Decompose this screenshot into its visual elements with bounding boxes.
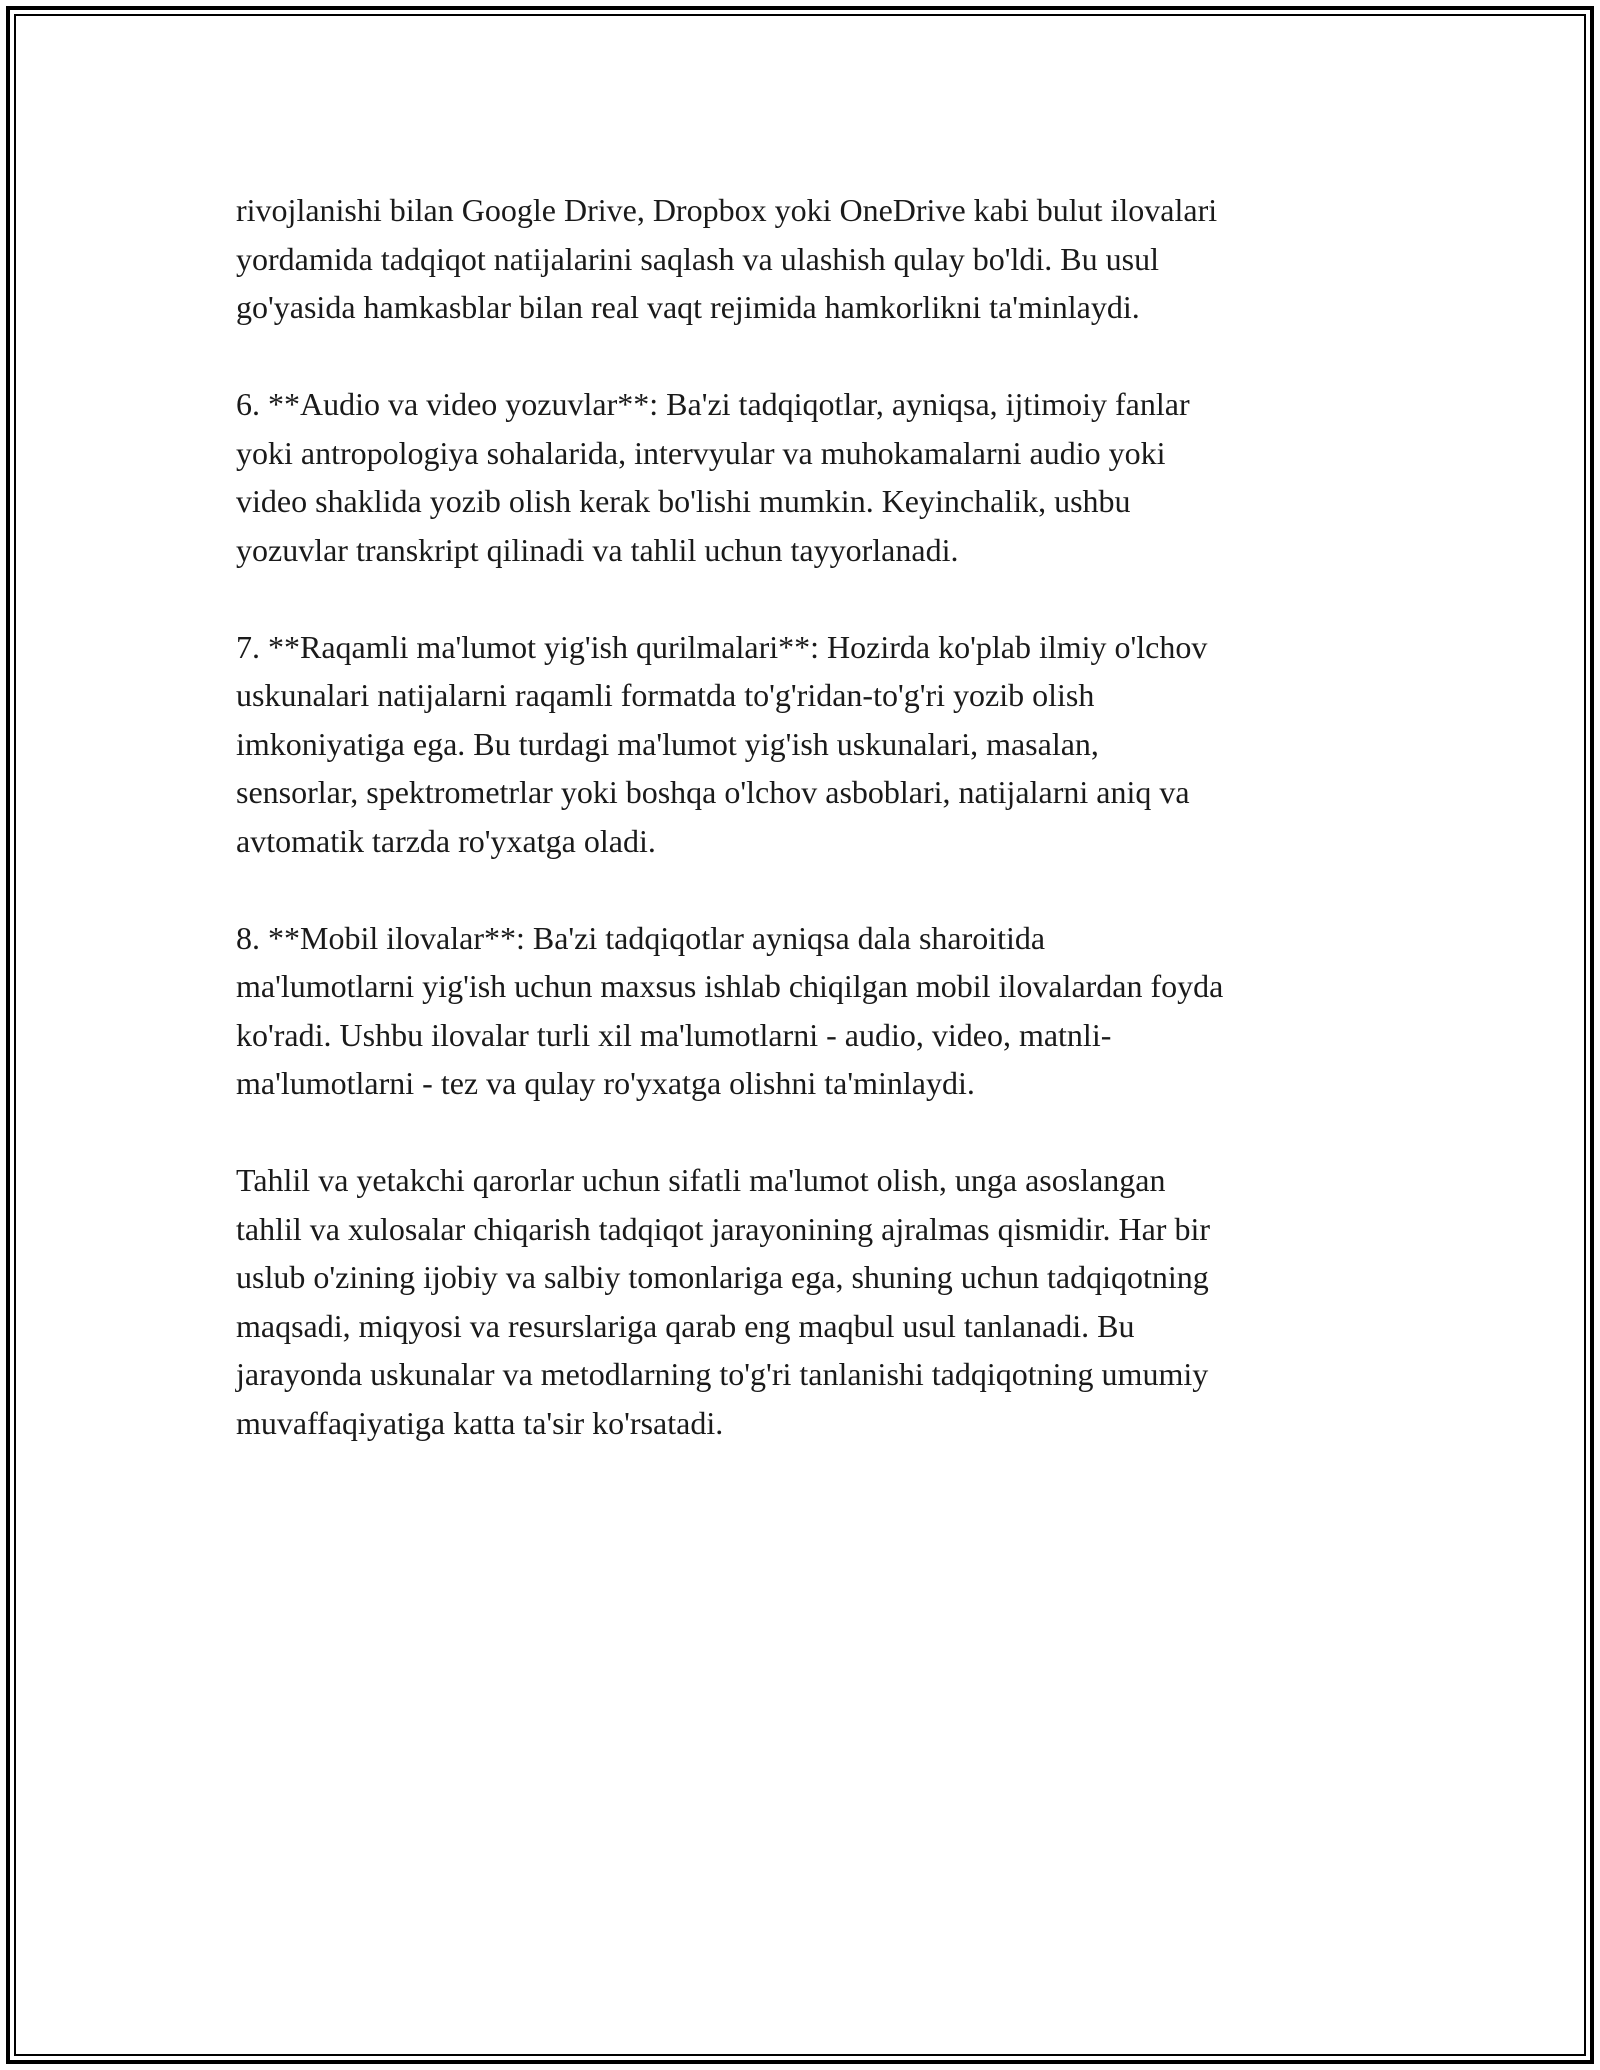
document-body [236, 186, 1376, 1447]
paragraph-digital-devices: 7. **Raqamli ma'lumot yig'ish qurilmalari**: Hozirda ko'plab ilmiy o'lchov uskunalari natijalarni raqamli formatda to'g'ridan-to'g'ri yozib olish imkoniyatiga ega. Bu turdagi ma'lumot yig'ish uskunalari, masalan, sensorlar, spektrometrlar yoki boshqa o'lchov asboblari, natijalarni aniq va avtomatik tarzda ro'yxatga oladi. [236, 628, 1208, 859]
paragraph-mobile-apps: 8. **Mobil ilovalar**: Ba'zi tadqiqotlar ayniqsa dala sharoitida ma'lumotlarni yig'ish uchun maxsus ishlab chiqilgan mobil ilovalardan foyda ko'radi. Ushbu ilovalar turli xil ma'lumotlarni - audio, video, matnli- ma'lumotlarni - tez va qulay ro'yxatga olishni ta'minlaydi. [236, 919, 1224, 1101]
paragraph-audio-video: 6. **Audio va video yozuvlar**: Ba'zi tadqiqotlar, ayniqsa, ijtimoiy fanlar yoki antropologiya sohalarida, intervyular va muhokamalarni audio yoki video shaklida yozib olish kerak bo'lishi mumkin. Keyinchalik, ushbu yozuvlar transkript qilinadi va tahlil uchun tayyorlanadi. [236, 386, 1190, 568]
paragraph-conclusion: Tahlil va yetakchi qarorlar uchun sifatli ma'lumot olish, unga asoslangan tahlil va xulosalar chiqarish tadqiqot jarayonining ajralmas qismidir. Har bir uslub o'zining ijobiy va salbiy tomonlariga ega, shuning uchun tadqiqotning maqsadi, miqyosi va resurslariga qarab eng maqbul usul tanlanadi. Bu jarayonda uskunalar va metodlarning to'g'ri tanlanishi tadqiqotning umumiy muvaffaqiyatiga katta ta'sir ko'rsatadi. [236, 1162, 1210, 1441]
paragraph-cloud-storage: rivojlanishi bilan Google Drive, Dropbox yoki OneDrive kabi bulut ilovalari yordamida tadqiqot natijalarini saqlash va ulashish qulay bo'ldi. Bu usul go'yasida hamkasblar bilan real vaqt rejimida hamkorlikni ta'minlaydi. [236, 192, 1218, 325]
